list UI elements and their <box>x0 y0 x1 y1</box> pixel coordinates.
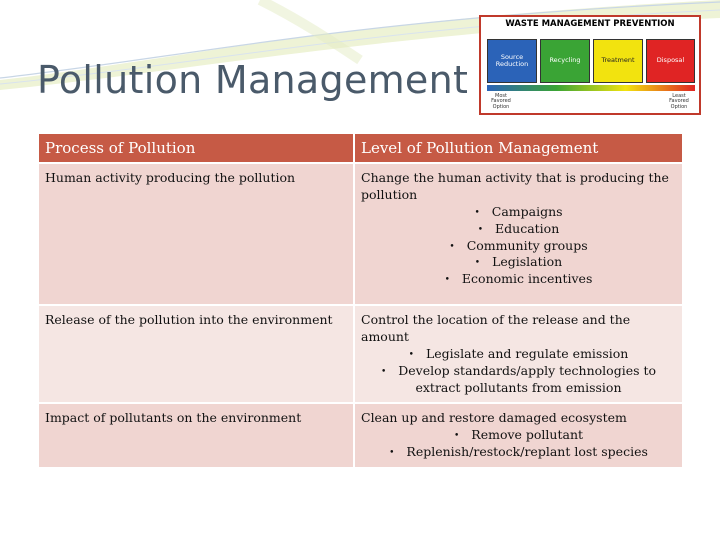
level-text: Control the location of the release and the amount <box>361 312 631 344</box>
stage-recycling: Recycling <box>540 39 590 83</box>
list-item: • Legislate and regulate emission <box>361 346 676 363</box>
bullet-list <box>361 204 676 288</box>
header-level: Level of Pollution Management <box>354 133 683 163</box>
table-header-row <box>38 133 683 163</box>
list-item: • Community groups <box>361 238 676 255</box>
stage-disposal: Disposal <box>646 39 695 83</box>
list-item: • Economic incentives <box>361 271 676 288</box>
waste-management-graphic <box>479 15 701 115</box>
graphic-title: WASTE MANAGEMENT PREVENTION <box>505 19 675 29</box>
list-item: • Legislation <box>361 254 676 271</box>
bullet-list <box>361 427 676 461</box>
list-item: • Replenish/restock/replant lost species <box>361 444 676 461</box>
level-cell <box>354 403 683 468</box>
least-favored-caption: Least Favored Option <box>669 93 689 110</box>
process-cell: Release of the pollution into the environment <box>38 305 354 403</box>
stage-treatment: Treatment <box>593 39 643 83</box>
table-row <box>38 163 683 305</box>
list-item: • Develop standards/apply technologies to extract pollutants from emission <box>361 363 676 397</box>
stage-source-reduction: Source Reduction <box>487 39 537 83</box>
table-row <box>38 403 683 468</box>
list-item: • Education <box>361 221 676 238</box>
level-cell <box>354 305 683 403</box>
level-text: Change the human activity that is producing the pollution <box>361 170 669 202</box>
list-item: • Remove pollutant <box>361 427 676 444</box>
list-item: • Campaigns <box>361 204 676 221</box>
header-process: Process of Pollution <box>38 133 354 163</box>
table-row <box>38 305 683 403</box>
gradient-arrow <box>487 85 695 91</box>
stage-boxes <box>487 39 695 83</box>
most-favored-caption: Most Favored Option <box>491 93 511 110</box>
slide-title: Pollution Management <box>37 58 469 102</box>
level-text: Clean up and restore damaged ecosystem <box>361 410 627 426</box>
process-cell: Human activity producing the pollution <box>38 163 354 305</box>
pollution-table <box>37 132 684 469</box>
process-cell: Impact of pollutants on the environment <box>38 403 354 468</box>
level-cell <box>354 163 683 305</box>
bullet-list <box>361 346 676 397</box>
